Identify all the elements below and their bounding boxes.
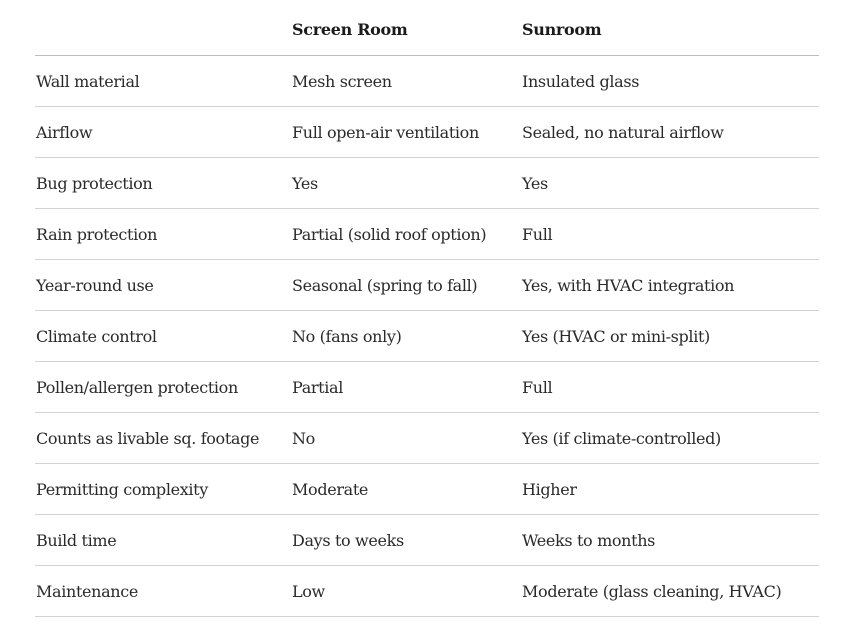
screen-room-value: Yes xyxy=(291,158,521,209)
table-header xyxy=(35,4,819,56)
table-row xyxy=(35,413,819,464)
row-label: Year-round use xyxy=(35,260,291,311)
row-label: Rain protection xyxy=(35,209,291,260)
table-row xyxy=(35,311,819,362)
table-row xyxy=(35,107,819,158)
row-label: Counts as livable sq. footage xyxy=(35,413,291,464)
sunroom-value: Moderate (glass cleaning, HVAC) xyxy=(521,566,819,617)
screen-room-value: Mesh screen xyxy=(291,56,521,107)
screen-room-value: Full open-air ventilation xyxy=(291,107,521,158)
sunroom-value: Yes xyxy=(521,158,819,209)
row-label: Airflow xyxy=(35,107,291,158)
table-row xyxy=(35,260,819,311)
sunroom-value: Insulated glass xyxy=(521,56,819,107)
screen-room-value: Partial (solid roof option) xyxy=(291,209,521,260)
screen-room-value: Seasonal (spring to fall) xyxy=(291,260,521,311)
screen-room-value: Partial xyxy=(291,362,521,413)
sunroom-value: Yes, with HVAC integration xyxy=(521,260,819,311)
screen-room-value: No xyxy=(291,413,521,464)
sunroom-value: Full xyxy=(521,362,819,413)
screen-room-value: Low xyxy=(291,566,521,617)
sunroom-value: Yes (HVAC or mini-split) xyxy=(521,311,819,362)
row-label: Bug protection xyxy=(35,158,291,209)
table-row xyxy=(35,209,819,260)
table-row xyxy=(35,56,819,107)
row-label: Pollen/allergen protection xyxy=(35,362,291,413)
comparison-table-container xyxy=(35,4,819,617)
comparison-table xyxy=(35,4,819,617)
sunroom-value: Sealed, no natural airflow xyxy=(521,107,819,158)
table-row xyxy=(35,566,819,617)
screen-room-value: Moderate xyxy=(291,464,521,515)
table-row xyxy=(35,158,819,209)
table-row xyxy=(35,464,819,515)
row-label: Maintenance xyxy=(35,566,291,617)
header-sunroom: Sunroom xyxy=(521,4,819,56)
row-label: Build time xyxy=(35,515,291,566)
sunroom-value: Higher xyxy=(521,464,819,515)
row-label: Climate control xyxy=(35,311,291,362)
sunroom-value: Yes (if climate-controlled) xyxy=(521,413,819,464)
screen-room-value: No (fans only) xyxy=(291,311,521,362)
header-screen-room: Screen Room xyxy=(291,4,521,56)
table-row xyxy=(35,515,819,566)
table-row xyxy=(35,362,819,413)
screen-room-value: Days to weeks xyxy=(291,515,521,566)
table-body xyxy=(35,56,819,617)
sunroom-value: Full xyxy=(521,209,819,260)
header-feature xyxy=(35,4,291,56)
sunroom-value: Weeks to months xyxy=(521,515,819,566)
row-label: Wall material xyxy=(35,56,291,107)
row-label: Permitting complexity xyxy=(35,464,291,515)
header-row xyxy=(35,4,819,56)
